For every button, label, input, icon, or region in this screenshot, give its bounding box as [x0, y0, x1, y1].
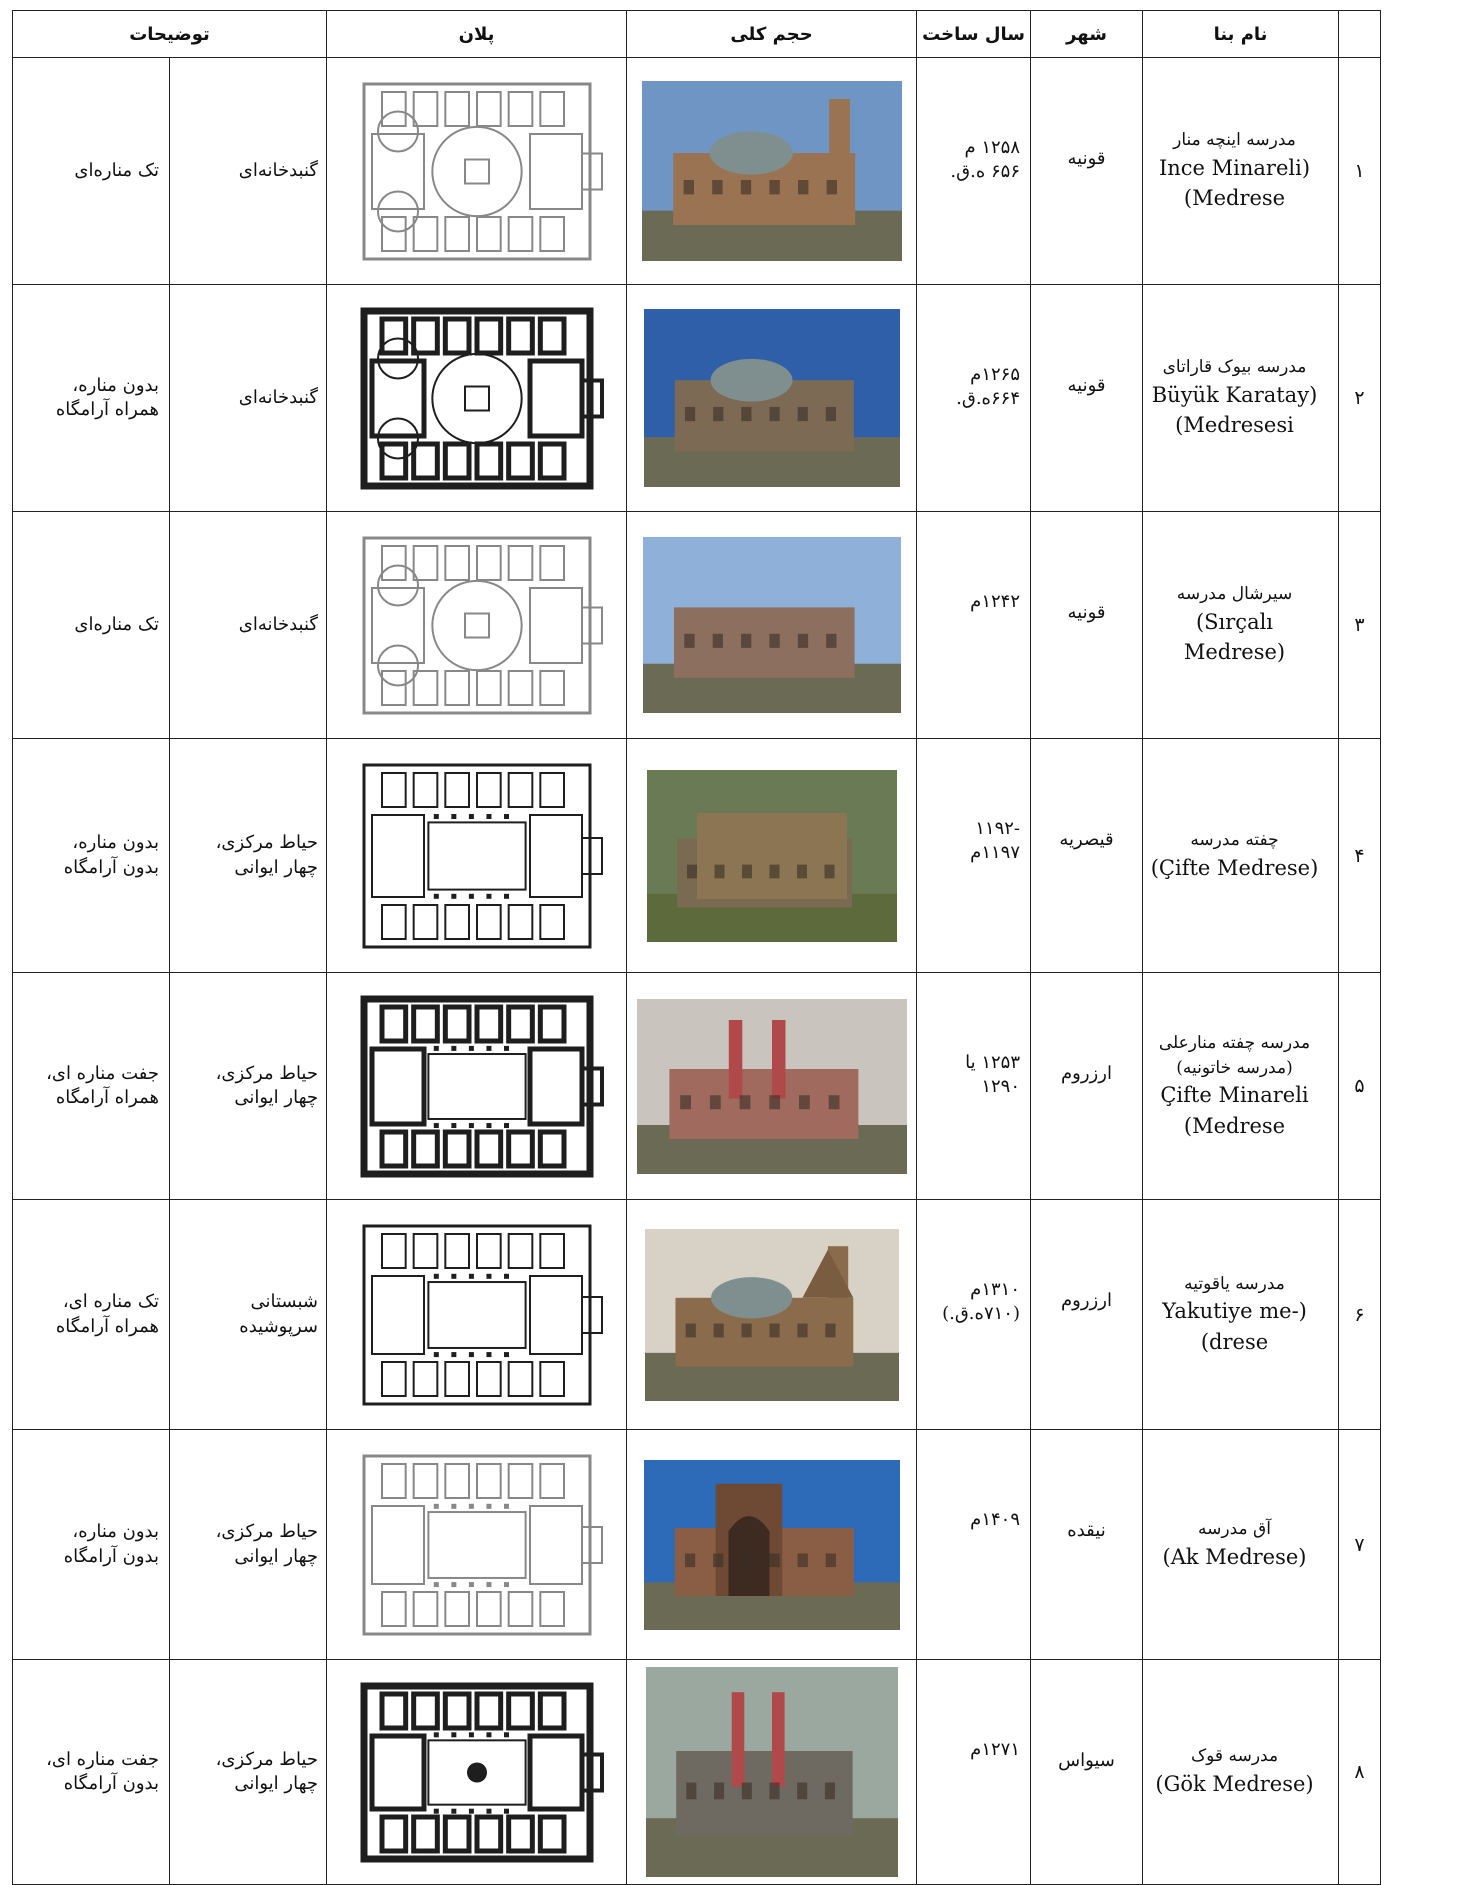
notes-line: بدون آرامگاه [63, 856, 159, 878]
construction-year-cell [917, 739, 1031, 973]
floor-plan-drawing [342, 297, 612, 500]
construction-year-line: ۱۱۹۷م [970, 842, 1020, 864]
header-notes: توضیحات [13, 11, 327, 58]
construction-year-line: (۷۱۰ه.ق.) [942, 1303, 1020, 1325]
notes-cell [13, 1200, 170, 1430]
notes-cell [13, 1660, 170, 1885]
construction-year-cell [917, 512, 1031, 739]
building-photo [645, 1229, 899, 1401]
building-photo [644, 309, 900, 487]
row-number: ۷ [1339, 1430, 1381, 1660]
plan-type-line: چهار ایوانی [234, 1545, 318, 1567]
table-row [13, 739, 1381, 973]
notes-line: بدون آرامگاه [63, 1773, 159, 1794]
notes-line: جفت مناره ای، [46, 1062, 159, 1084]
construction-year-line: ۶۶۴ه.ق. [956, 388, 1020, 410]
table-row [13, 973, 1381, 1200]
header-city: شهر [1031, 11, 1143, 58]
notes-line: بدون مناره، [72, 1521, 159, 1543]
table-row [13, 1660, 1381, 1885]
table-row [13, 512, 1381, 739]
notes-line: همراه آرامگاه [55, 1087, 159, 1108]
plan-type-line: حیاط مرکزی، [215, 1748, 318, 1770]
floor-plan-drawing [342, 1442, 612, 1648]
plan-cell [327, 1200, 627, 1430]
overall-volume-cell [627, 285, 917, 512]
building-photo-frame [642, 81, 902, 261]
construction-year-cell [917, 285, 1031, 512]
row-number: ۳ [1339, 512, 1381, 739]
row-number: ۵ [1339, 973, 1381, 1200]
overall-volume-cell [627, 1430, 917, 1660]
construction-year-line: -۱۱۹۲ [975, 818, 1020, 839]
table-row [13, 58, 1381, 285]
building-name-persian: مدرسه بیوک قاراتای [1162, 357, 1307, 378]
building-name-cell [1143, 285, 1339, 512]
building-name-latin: (Ak Medrese) [1162, 1544, 1307, 1569]
building-name-cell [1143, 1430, 1339, 1660]
building-name-cell [1143, 1200, 1339, 1430]
notes-line: جفت مناره ای، [46, 1748, 159, 1770]
notes-cell [13, 739, 170, 973]
header-row [13, 11, 1381, 58]
city-cell: قونیه [1031, 512, 1143, 739]
table-row [13, 1200, 1381, 1430]
building-name-cell [1143, 512, 1339, 739]
plan-cell [327, 512, 627, 739]
construction-year-line: ۱۲۴۲م [970, 591, 1020, 612]
row-number: ۸ [1339, 1660, 1381, 1885]
floor-plan-drawing [342, 751, 612, 961]
building-name-cell [1143, 58, 1339, 285]
floor-plan-drawing [342, 1672, 612, 1873]
building-name-cell [1143, 739, 1339, 973]
building-photo [637, 999, 907, 1174]
building-name-cell [1143, 1660, 1339, 1885]
plan-type-line: حیاط مرکزی، [215, 832, 318, 854]
notes-line: بدون آرامگاه [63, 1545, 159, 1567]
city-cell: سیواس [1031, 1660, 1143, 1885]
overall-volume-cell [627, 973, 917, 1200]
floor-plan-drawing [342, 70, 612, 273]
plan-cell [327, 58, 627, 285]
building-name-persian: سیرشال مدرسه [1176, 584, 1293, 605]
row-number: ۶ [1339, 1200, 1381, 1430]
building-name-latin: (Medresesi [1175, 413, 1294, 438]
notes-cell [13, 1430, 170, 1660]
construction-year-cell [917, 58, 1031, 285]
construction-year-line: ۱۲۵۸ م [964, 137, 1020, 158]
overall-volume-cell [627, 58, 917, 285]
overall-volume-cell [627, 1660, 917, 1885]
header-volume: حجم کلی [627, 11, 917, 58]
table-row [13, 1430, 1381, 1660]
plan-type-cell [170, 1430, 327, 1660]
plan-type-cell [170, 739, 327, 973]
building-name-latin: (Medrese [1183, 186, 1286, 211]
notes-line: تک مناره‌ای [74, 159, 159, 181]
plan-type-cell [170, 58, 327, 285]
row-number: ۴ [1339, 739, 1381, 973]
notes-cell [13, 58, 170, 285]
building-photo-frame [647, 770, 897, 942]
plan-type-cell [170, 1200, 327, 1430]
building-name-latin: Büyük Karatay) [1151, 382, 1318, 407]
building-name-cell [1143, 973, 1339, 1200]
building-name-persian: آق مدرسه [1198, 1518, 1271, 1539]
building-photo-frame [644, 1460, 900, 1630]
notes-line: همراه آرامگاه [55, 1315, 159, 1337]
header-row-number [1339, 11, 1381, 58]
building-name-latin: (Sırçalı Medrese) [1183, 609, 1286, 665]
plan-cell [327, 285, 627, 512]
building-photo-frame [646, 1667, 898, 1877]
building-name-latin: Ince Minareli) [1158, 155, 1311, 180]
notes-line: بدون مناره، [72, 374, 159, 396]
header-year: سال ساخت [917, 11, 1031, 58]
plan-type-line: گنبدخانه‌ای [238, 386, 318, 408]
city-cell: قیصریه [1031, 739, 1143, 973]
city-cell: قونیه [1031, 285, 1143, 512]
notes-line: تک مناره ای، [62, 1291, 159, 1313]
table-row [13, 285, 1381, 512]
row-number: ۱ [1339, 58, 1381, 285]
construction-year-line: ۱۳۱۰م [970, 1279, 1020, 1300]
plan-type-line: سرپوشیده [239, 1315, 318, 1337]
notes-line: تک مناره‌ای [74, 613, 159, 635]
city-cell: قونیه [1031, 58, 1143, 285]
construction-year-line: ۱۲۶۵م [970, 364, 1020, 385]
building-name-persian: مدرسه یاقوتیه [1184, 1273, 1285, 1294]
building-name-persian: مدرسه اینچه منار [1173, 130, 1296, 151]
overall-volume-cell [627, 739, 917, 973]
building-name-latin: Yakutiye me-) [1162, 1299, 1307, 1324]
plan-type-cell [170, 973, 327, 1200]
building-name-persian: مدرسه قوک [1190, 1746, 1279, 1767]
construction-year-line: ۶۵۶ ه.ق. [950, 161, 1020, 183]
construction-year-line: ۱۲۹۰ [981, 1076, 1020, 1098]
madrasa-table [12, 10, 1381, 1885]
floor-plan-drawing [342, 1212, 612, 1418]
floor-plan-drawing [342, 524, 612, 727]
construction-year-cell [917, 973, 1031, 1200]
notes-line: بدون مناره، [72, 832, 159, 854]
plan-type-line: گنبدخانه‌ای [238, 159, 318, 181]
construction-year-line: ۱۲۵۳ یا [965, 1052, 1020, 1073]
notes-cell [13, 973, 170, 1200]
city-cell: ارزروم [1031, 1200, 1143, 1430]
plan-type-line: گنبدخانه‌ای [238, 613, 318, 635]
row-number: ۲ [1339, 285, 1381, 512]
plan-type-line: حیاط مرکزی، [215, 1062, 318, 1084]
header-plan: پلان [327, 11, 627, 58]
building-name-latin: (Gök Medrese) [1155, 1772, 1314, 1797]
notes-cell [13, 285, 170, 512]
building-photo-frame [637, 999, 907, 1174]
city-cell: نیقده [1031, 1430, 1143, 1660]
plan-cell [327, 1430, 627, 1660]
overall-volume-cell [627, 512, 917, 739]
floor-plan-drawing [342, 985, 612, 1188]
plan-cell [327, 1660, 627, 1885]
building-name-latin: (Medrese [1183, 1113, 1286, 1138]
building-name-latin: Çifte Minareli [1160, 1083, 1309, 1108]
building-name-persian: چفته مدرسه [1190, 829, 1279, 850]
plan-type-line: چهار ایوانی [234, 1773, 318, 1794]
building-photo [642, 81, 902, 261]
building-name-persian-alt: (مدرسه خاتونیه) [1176, 1057, 1293, 1078]
plan-type-cell [170, 285, 327, 512]
building-name-latin: (drese [1200, 1329, 1269, 1354]
building-photo-frame [644, 309, 900, 487]
building-photo-frame [645, 1229, 899, 1401]
plan-cell [327, 739, 627, 973]
plan-cell [327, 973, 627, 1200]
plan-type-cell [170, 512, 327, 739]
building-photo [643, 537, 901, 713]
plan-type-line: چهار ایوانی [234, 1087, 318, 1108]
header-name: نام بنا [1143, 11, 1339, 58]
building-photo [646, 1667, 898, 1877]
construction-year-cell [917, 1200, 1031, 1430]
notes-cell [13, 512, 170, 739]
plan-type-line: چهار ایوانی [234, 856, 318, 878]
building-name-persian: مدرسه چفته منارعلی [1158, 1032, 1311, 1053]
plan-type-line: حیاط مرکزی، [215, 1521, 318, 1543]
plan-type-line: شبستانی [250, 1291, 318, 1313]
construction-year-line: ۱۴۰۹م [970, 1509, 1020, 1530]
building-photo [644, 1460, 900, 1630]
city-cell: ارزروم [1031, 973, 1143, 1200]
notes-line: همراه آرامگاه [55, 399, 159, 420]
construction-year-line: ۱۲۷۱م [970, 1739, 1020, 1760]
construction-year-cell [917, 1660, 1031, 1885]
plan-type-cell [170, 1660, 327, 1885]
building-photo [647, 770, 897, 942]
building-photo-frame [643, 537, 901, 713]
construction-year-cell [917, 1430, 1031, 1660]
overall-volume-cell [627, 1200, 917, 1430]
building-name-latin: (Çifte Medrese) [1150, 855, 1319, 880]
